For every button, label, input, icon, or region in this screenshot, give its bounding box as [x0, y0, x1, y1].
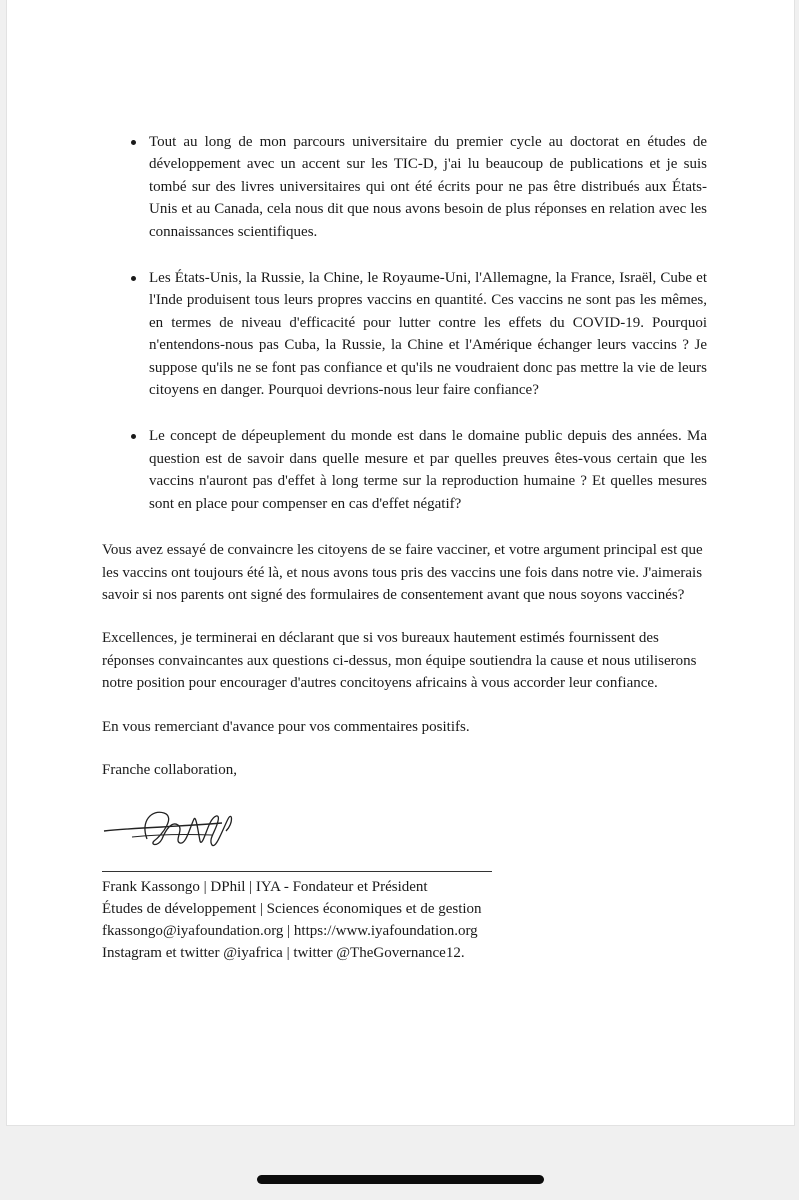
- list-item: [102, 267, 707, 401]
- bullet-text: Tout au long de mon parcours universitaire du premier cycle au doctorat en études de développement avec un accent sur les TIC-D, j'ai lu beaucoup de publications et je suis tombé sur des livres universitaires qui ont été écrits pour ne pas être distribués aux États-Unis et au Canada, cela nous dit que nous avons besoin de plus réponses en relation avec les connaissances scientifiques.: [149, 134, 707, 240]
- handwritten-signature: [102, 801, 707, 871]
- letter-body: [102, 131, 707, 964]
- list-item: [102, 425, 707, 515]
- signatory-department: Études de développement | Sciences économiques et de gestion: [102, 901, 482, 918]
- signatory-contact: fkassongo@iyafoundation.org | https://www.iyafoundation.org: [102, 923, 478, 940]
- signature-block: [102, 876, 707, 964]
- home-indicator[interactable]: [257, 1175, 544, 1184]
- bullet-icon: [131, 276, 136, 281]
- list-item: [102, 131, 707, 243]
- signature-icon: [102, 801, 242, 861]
- thanks-paragraph: En vous remerciant d'avance pour vos commentaires positifs.: [102, 718, 470, 735]
- closing-line: Franche collaboration,: [102, 761, 237, 778]
- signatory-social: Instagram et twitter @iyafrica | twitter @TheGovernance12.: [102, 945, 465, 962]
- signatory-name: Frank Kassongo | DPhil | IYA - Fondateur et Président: [102, 879, 428, 896]
- question-list: [102, 131, 707, 515]
- vaccination-paragraph: Vous avez essayé de convaincre les citoyens de se faire vacciner, et votre argument principal est que les vaccins ont toujours été là, et nous avons tous pris des vaccins une fois dans notre vie. J'aimerais savoir si nos parents ont signé des formulaires de consentement avant que nous soyons vaccinés?: [102, 542, 703, 603]
- bullet-text: Les États-Unis, la Russie, la Chine, le Royaume-Uni, l'Allemagne, la France, Israël, Cube et l'Inde produisent tous leurs propres vaccins en quantité. Ces vaccins ne sont pas les mêmes, en termes de niveau d'efficacité pour lutter contre les effets du COVID-19. Pourquoi n'entendons-nous pas Cuba, la Russie, la Chine et l'Amérique échanger leurs vaccins ? Je suppose qu'ils ne se font pas confiance et qu'ils ne voudraient donc pas mettre la vie de leurs citoyens en danger. Pourquoi devrions-nous leur faire confiance?: [149, 270, 707, 399]
- bullet-text: Le concept de dépeuplement du monde est dans le domaine public depuis des années. Ma question est de savoir dans quelle mesure et par quelles preuves êtes-vous certain que les vaccins n'auront pas d'effet à long terme sur la reproduction humaine ? Et quelles mesures sont en place pour compenser en cas d'effet négatif?: [149, 428, 707, 512]
- document-page: [6, 0, 795, 1126]
- bullet-icon: [131, 434, 136, 439]
- bullet-icon: [131, 140, 136, 145]
- excellences-paragraph: Excellences, je terminerai en déclarant que si vos bureaux hautement estimés fournissent des réponses convaincantes aux questions ci-dessus, mon équipe soutiendra la cause et nous utiliserons notre position pour encourager d'autres concitoyens africains à vous accorder leur confiance.: [102, 630, 697, 692]
- signature-line: [102, 871, 492, 872]
